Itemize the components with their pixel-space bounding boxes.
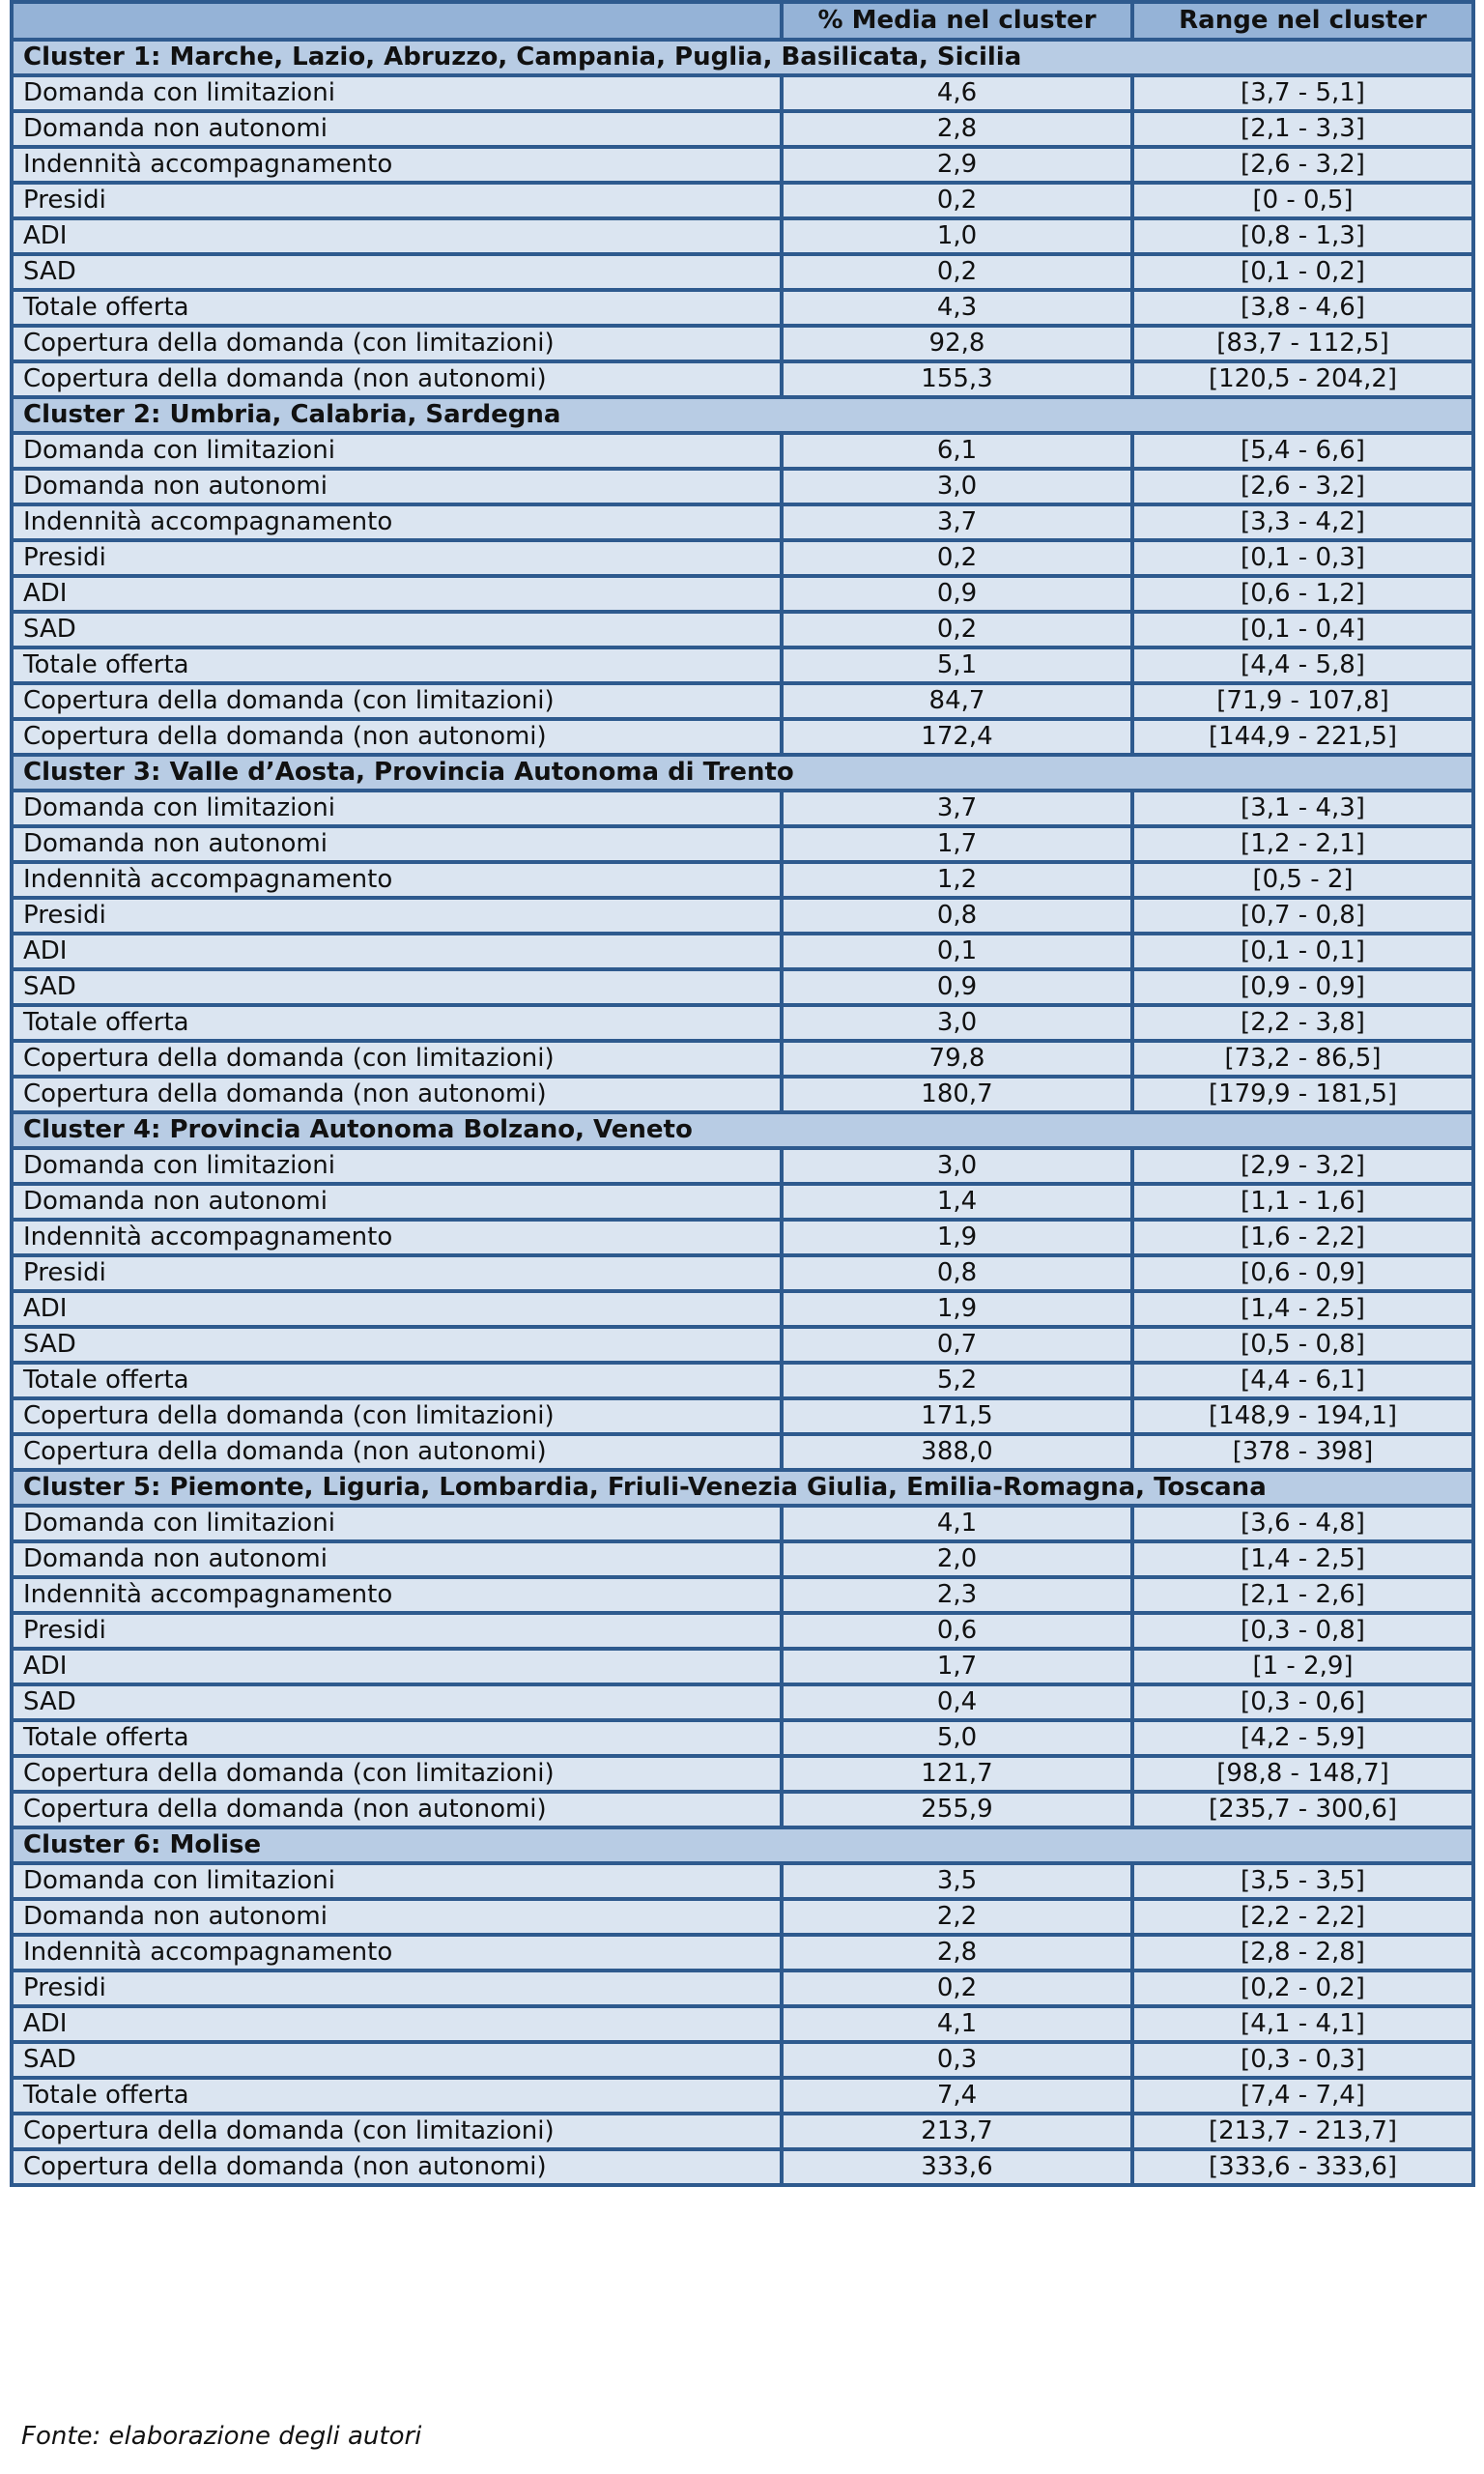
table-row [12, 147, 1473, 183]
row-label: ADI [12, 576, 782, 612]
row-label: Domanda con limitazioni [12, 1506, 782, 1541]
table-row [12, 1613, 1473, 1649]
row-label: Indennità accompagnamento [12, 862, 782, 898]
cluster-title: Cluster 6: Molise [12, 1827, 1473, 1863]
row-range-value: [4,1 - 4,1] [1132, 2006, 1473, 2042]
row-range-value: [3,7 - 5,1] [1132, 75, 1473, 111]
row-media-value: 2,2 [782, 1899, 1132, 1935]
row-media-value: 84,7 [782, 683, 1132, 719]
row-media-value: 255,9 [782, 1792, 1132, 1827]
row-media-value: 0,8 [782, 898, 1132, 934]
table-row [12, 1398, 1473, 1434]
table-row [12, 1577, 1473, 1613]
row-label: ADI [12, 934, 782, 969]
row-label: Indennità accompagnamento [12, 504, 782, 540]
row-media-value: 0,2 [782, 540, 1132, 576]
row-label: Copertura della domanda (con limitazioni) [12, 1041, 782, 1077]
table-row [12, 1041, 1473, 1077]
row-range-value: [5,4 - 6,6] [1132, 433, 1473, 469]
table-row [12, 1255, 1473, 1291]
table-row [12, 1148, 1473, 1184]
table-row [12, 1971, 1473, 2006]
row-range-value: [4,2 - 5,9] [1132, 1720, 1473, 1756]
row-media-value: 4,3 [782, 290, 1132, 326]
row-range-value: [0 - 0,5] [1132, 183, 1473, 218]
row-label: SAD [12, 254, 782, 290]
row-label: Domanda non autonomi [12, 1899, 782, 1935]
cluster-header-row [12, 40, 1473, 75]
cluster-header-row [12, 1112, 1473, 1148]
table-row [12, 647, 1473, 683]
table-row [12, 719, 1473, 755]
table-row [12, 969, 1473, 1005]
row-media-value: 1,9 [782, 1220, 1132, 1255]
row-range-value: [3,1 - 4,3] [1132, 791, 1473, 826]
row-label: Totale offerta [12, 647, 782, 683]
row-media-value: 92,8 [782, 326, 1132, 361]
table-row [12, 1327, 1473, 1363]
table-row [12, 1363, 1473, 1398]
row-label: SAD [12, 2042, 782, 2078]
row-label: SAD [12, 1327, 782, 1363]
table-row [12, 2042, 1473, 2078]
row-media-value: 155,3 [782, 361, 1132, 397]
row-label: Copertura della domanda (con limitazioni) [12, 1398, 782, 1434]
row-label: Copertura della domanda (con limitazioni) [12, 1756, 782, 1792]
row-label: Totale offerta [12, 1005, 782, 1041]
row-label: Copertura della domanda (non autonomi) [12, 1792, 782, 1827]
table-row [12, 254, 1473, 290]
row-media-value: 388,0 [782, 1434, 1132, 1470]
source-note: Fonte: elaborazione degli autori [21, 2422, 422, 2451]
row-label: SAD [12, 1684, 782, 1720]
row-range-value: [3,5 - 3,5] [1132, 1863, 1473, 1899]
row-range-value: [0,6 - 0,9] [1132, 1255, 1473, 1291]
table-row [12, 326, 1473, 361]
row-media-value: 1,7 [782, 1649, 1132, 1684]
row-media-value: 6,1 [782, 433, 1132, 469]
row-media-value: 5,2 [782, 1363, 1132, 1398]
row-label: Copertura della domanda (con limitazioni) [12, 326, 782, 361]
cluster-title: Cluster 4: Provincia Autonoma Bolzano, Veneto [12, 1112, 1473, 1148]
row-range-value: [73,2 - 86,5] [1132, 1041, 1473, 1077]
row-label: Domanda non autonomi [12, 1184, 782, 1220]
row-media-value: 172,4 [782, 719, 1132, 755]
row-label: Domanda non autonomi [12, 469, 782, 504]
row-range-value: [1 - 2,9] [1132, 1649, 1473, 1684]
row-media-value: 1,9 [782, 1291, 1132, 1327]
row-media-value: 2,8 [782, 111, 1132, 147]
table-row [12, 2114, 1473, 2149]
row-range-value: [2,2 - 2,2] [1132, 1899, 1473, 1935]
table-row [12, 1935, 1473, 1971]
row-label: Totale offerta [12, 2078, 782, 2114]
row-range-value: [3,6 - 4,8] [1132, 1506, 1473, 1541]
cluster-header-row [12, 397, 1473, 433]
row-range-value: [1,4 - 2,5] [1132, 1541, 1473, 1577]
row-label: Presidi [12, 540, 782, 576]
row-media-value: 3,7 [782, 791, 1132, 826]
row-range-value: [83,7 - 112,5] [1132, 326, 1473, 361]
row-label: Domanda non autonomi [12, 1541, 782, 1577]
row-range-value: [144,9 - 221,5] [1132, 719, 1473, 755]
table-row [12, 1077, 1473, 1112]
row-media-value: 0,2 [782, 183, 1132, 218]
row-media-value: 180,7 [782, 1077, 1132, 1112]
table-row [12, 1792, 1473, 1827]
row-media-value: 3,7 [782, 504, 1132, 540]
row-range-value: [1,1 - 1,6] [1132, 1184, 1473, 1220]
row-label: Totale offerta [12, 290, 782, 326]
row-range-value: [4,4 - 5,8] [1132, 647, 1473, 683]
row-media-value: 0,8 [782, 1255, 1132, 1291]
row-range-value: [0,5 - 2] [1132, 862, 1473, 898]
row-range-value: [179,9 - 181,5] [1132, 1077, 1473, 1112]
table-row [12, 469, 1473, 504]
row-range-value: [0,6 - 1,2] [1132, 576, 1473, 612]
row-label: Totale offerta [12, 1720, 782, 1756]
cluster-header-row [12, 1470, 1473, 1506]
row-media-value: 3,0 [782, 469, 1132, 504]
table-row [12, 1863, 1473, 1899]
cluster-header-row [12, 755, 1473, 791]
row-range-value: [0,5 - 0,8] [1132, 1327, 1473, 1363]
table-row [12, 576, 1473, 612]
table-row [12, 2078, 1473, 2114]
row-media-value: 1,0 [782, 218, 1132, 254]
table-row [12, 898, 1473, 934]
row-media-value: 1,2 [782, 862, 1132, 898]
row-range-value: [213,7 - 213,7] [1132, 2114, 1473, 2149]
row-range-value: [0,3 - 0,6] [1132, 1684, 1473, 1720]
row-range-value: [333,6 - 333,6] [1132, 2149, 1473, 2185]
header-label-column [12, 2, 782, 40]
row-media-value: 171,5 [782, 1398, 1132, 1434]
row-range-value: [120,5 - 204,2] [1132, 361, 1473, 397]
table-row [12, 1756, 1473, 1792]
table-row [12, 1434, 1473, 1470]
table-row [12, 862, 1473, 898]
row-media-value: 0,9 [782, 576, 1132, 612]
row-media-value: 4,6 [782, 75, 1132, 111]
row-range-value: [0,8 - 1,3] [1132, 218, 1473, 254]
row-range-value: [0,1 - 0,4] [1132, 612, 1473, 647]
row-label: Copertura della domanda (non autonomi) [12, 1077, 782, 1112]
row-label: Indennità accompagnamento [12, 1220, 782, 1255]
table-row [12, 1649, 1473, 1684]
row-range-value: [0,9 - 0,9] [1132, 969, 1473, 1005]
header-range-column: Range nel cluster [1132, 2, 1473, 40]
row-media-value: 4,1 [782, 2006, 1132, 2042]
table-row [12, 361, 1473, 397]
row-media-value: 7,4 [782, 2078, 1132, 2114]
row-media-value: 0,9 [782, 969, 1132, 1005]
header-media-column: % Media nel cluster [782, 2, 1132, 40]
row-range-value: [71,9 - 107,8] [1132, 683, 1473, 719]
cluster-title: Cluster 2: Umbria, Calabria, Sardegna [12, 397, 1473, 433]
table-row [12, 1720, 1473, 1756]
row-label: Indennità accompagnamento [12, 1577, 782, 1613]
row-label: Domanda con limitazioni [12, 1863, 782, 1899]
row-range-value: [2,6 - 3,2] [1132, 469, 1473, 504]
row-range-value: [2,8 - 2,8] [1132, 1935, 1473, 1971]
row-media-value: 5,1 [782, 647, 1132, 683]
cluster-title: Cluster 1: Marche, Lazio, Abruzzo, Campania, Puglia, Basilicata, Sicilia [12, 40, 1473, 75]
table-row [12, 1291, 1473, 1327]
row-label: SAD [12, 969, 782, 1005]
cluster-header-row [12, 1827, 1473, 1863]
row-label: ADI [12, 1291, 782, 1327]
row-range-value: [3,3 - 4,2] [1132, 504, 1473, 540]
row-label: Totale offerta [12, 1363, 782, 1398]
row-label: Copertura della domanda (non autonomi) [12, 719, 782, 755]
row-range-value: [98,8 - 148,7] [1132, 1756, 1473, 1792]
table-row [12, 183, 1473, 218]
row-media-value: 3,0 [782, 1148, 1132, 1184]
table-row [12, 1899, 1473, 1935]
row-media-value: 0,2 [782, 1971, 1132, 2006]
row-media-value: 4,1 [782, 1506, 1132, 1541]
table-row [12, 791, 1473, 826]
row-label: Copertura della domanda (con limitazioni) [12, 683, 782, 719]
row-media-value: 79,8 [782, 1041, 1132, 1077]
table-row [12, 2149, 1473, 2185]
row-range-value: [2,2 - 3,8] [1132, 1005, 1473, 1041]
row-label: Presidi [12, 898, 782, 934]
row-label: Domanda con limitazioni [12, 791, 782, 826]
table-row [12, 2006, 1473, 2042]
row-label: Copertura della domanda (non autonomi) [12, 2149, 782, 2185]
row-label: Domanda con limitazioni [12, 1148, 782, 1184]
row-label: Domanda con limitazioni [12, 75, 782, 111]
row-label: ADI [12, 218, 782, 254]
row-label: Domanda non autonomi [12, 826, 782, 862]
table-row [12, 683, 1473, 719]
row-range-value: [2,9 - 3,2] [1132, 1148, 1473, 1184]
row-range-value: [0,1 - 0,2] [1132, 254, 1473, 290]
row-label: Copertura della domanda (non autonomi) [12, 1434, 782, 1470]
table-row [12, 1684, 1473, 1720]
header-row [12, 2, 1473, 40]
row-media-value: 2,8 [782, 1935, 1132, 1971]
row-range-value: [0,7 - 0,8] [1132, 898, 1473, 934]
row-label: Copertura della domanda (con limitazioni) [12, 2114, 782, 2149]
row-label: Presidi [12, 1613, 782, 1649]
table-row [12, 540, 1473, 576]
cluster-title: Cluster 5: Piemonte, Liguria, Lombardia, Friuli-Venezia Giulia, Emilia-Romagna, Toscana [12, 1470, 1473, 1506]
row-media-value: 0,2 [782, 254, 1132, 290]
table-row [12, 290, 1473, 326]
row-label: Copertura della domanda (non autonomi) [12, 361, 782, 397]
row-label: Indennità accompagnamento [12, 147, 782, 183]
row-media-value: 0,3 [782, 2042, 1132, 2078]
row-media-value: 2,3 [782, 1577, 1132, 1613]
cluster-title: Cluster 3: Valle d’Aosta, Provincia Autonoma di Trento [12, 755, 1473, 791]
row-range-value: [1,4 - 2,5] [1132, 1291, 1473, 1327]
table-row [12, 75, 1473, 111]
row-label: Domanda con limitazioni [12, 433, 782, 469]
row-range-value: [0,1 - 0,1] [1132, 934, 1473, 969]
row-label: Presidi [12, 183, 782, 218]
row-range-value: [0,3 - 0,8] [1132, 1613, 1473, 1649]
row-label: Indennità accompagnamento [12, 1935, 782, 1971]
table-row [12, 826, 1473, 862]
row-media-value: 3,0 [782, 1005, 1132, 1041]
table-row [12, 1220, 1473, 1255]
row-label: Domanda non autonomi [12, 111, 782, 147]
row-media-value: 121,7 [782, 1756, 1132, 1792]
row-media-value: 1,7 [782, 826, 1132, 862]
row-range-value: [378 - 398] [1132, 1434, 1473, 1470]
row-range-value: [4,4 - 6,1] [1132, 1363, 1473, 1398]
row-label: SAD [12, 612, 782, 647]
row-range-value: [2,1 - 3,3] [1132, 111, 1473, 147]
row-media-value: 2,9 [782, 147, 1132, 183]
table-row [12, 1506, 1473, 1541]
table-row [12, 612, 1473, 647]
row-range-value: [2,6 - 3,2] [1132, 147, 1473, 183]
row-media-value: 0,2 [782, 612, 1132, 647]
row-range-value: [148,9 - 194,1] [1132, 1398, 1473, 1434]
row-media-value: 213,7 [782, 2114, 1132, 2149]
row-media-value: 3,5 [782, 1863, 1132, 1899]
row-media-value: 0,1 [782, 934, 1132, 969]
row-range-value: [0,1 - 0,3] [1132, 540, 1473, 576]
row-range-value: [1,2 - 2,1] [1132, 826, 1473, 862]
table-row [12, 934, 1473, 969]
row-label: Presidi [12, 1255, 782, 1291]
row-label: ADI [12, 2006, 782, 2042]
table-row [12, 1005, 1473, 1041]
row-range-value: [0,2 - 0,2] [1132, 1971, 1473, 2006]
row-range-value: [0,3 - 0,3] [1132, 2042, 1473, 2078]
table-body [12, 40, 1473, 2185]
row-range-value: [3,8 - 4,6] [1132, 290, 1473, 326]
table-row [12, 1184, 1473, 1220]
row-media-value: 1,4 [782, 1184, 1132, 1220]
row-media-value: 333,6 [782, 2149, 1132, 2185]
row-range-value: [235,7 - 300,6] [1132, 1792, 1473, 1827]
row-range-value: [2,1 - 2,6] [1132, 1577, 1473, 1613]
table-row [12, 433, 1473, 469]
table-row [12, 218, 1473, 254]
row-media-value: 0,4 [782, 1684, 1132, 1720]
row-media-value: 5,0 [782, 1720, 1132, 1756]
row-media-value: 0,6 [782, 1613, 1132, 1649]
row-range-value: [7,4 - 7,4] [1132, 2078, 1473, 2114]
table-header [12, 2, 1473, 40]
cluster-table-container [10, 0, 1471, 2187]
row-media-value: 2,0 [782, 1541, 1132, 1577]
table-row [12, 504, 1473, 540]
table-row [12, 1541, 1473, 1577]
row-label: ADI [12, 1649, 782, 1684]
cluster-table [10, 0, 1475, 2187]
row-label: Presidi [12, 1971, 782, 2006]
row-media-value: 0,7 [782, 1327, 1132, 1363]
row-range-value: [1,6 - 2,2] [1132, 1220, 1473, 1255]
table-row [12, 111, 1473, 147]
